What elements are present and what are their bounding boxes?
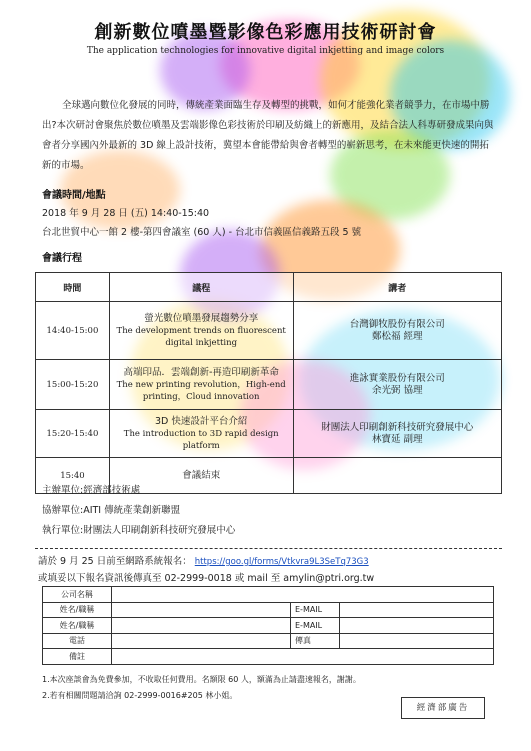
intro-paragraph: 全球邁向數位化發展的同時，傳統產業面臨生存及轉型的挑戰，如何才能強化業者競爭力，在市場中勝出?本次研討會聚焦於數位噴墨及雲端影像色彩技術於印刷及紡織上的新應用，及結合法人科專研發成果向與會者分享國內外最新的 3D 線上設計技術，冀望本會能帶給與會者轉型的嶄新思考，在未來能更快速的開拓新的市場。 <box>42 100 494 171</box>
remarks-field[interactable] <box>112 649 494 665</box>
cut-line-divider <box>35 548 502 549</box>
host-unit: 主辦單位:經濟部技術處 <box>42 485 141 496</box>
topic-zh: 螢光數位噴墨發展趨勢分享 <box>144 312 259 324</box>
schedule-table <box>35 272 502 494</box>
note-free-event: 1.本次座談會為免費參加，不收取任何費用。名額限 60 人，額滿為止請盡速報名，謝謝。 <box>42 675 361 684</box>
remarks-label: 備註 <box>43 649 112 665</box>
row-topic <box>109 302 293 360</box>
meeting-time-heading: 會議時間/地點 <box>42 190 106 201</box>
form-row <box>43 587 494 603</box>
schedule-header-row <box>36 273 502 302</box>
form-row <box>43 602 494 618</box>
topic-en: The development trends on fluorescent digital inkjetting <box>116 325 286 348</box>
name-title-label: 姓名/職稱 <box>43 618 112 634</box>
row-time: 14:40-15:00 <box>36 302 110 360</box>
row-speaker <box>293 302 501 360</box>
header-speaker: 講者 <box>293 273 501 302</box>
topic-zh: 3D 快速設計平台介紹 <box>155 415 248 427</box>
row-topic <box>109 360 293 410</box>
email-label: E-MAIL <box>291 602 340 618</box>
page-subtitle: The application technologies for innovative digital inkjetting and image colors <box>86 46 445 56</box>
co-host-unit: 協辦單位:AITI 傳統產業創新聯盟 <box>42 505 181 516</box>
registration-line <box>38 553 369 567</box>
registration-alt: 或填妥以下報名資訊後傳真至 02-2999-0018 或 mail 至 amylin@ptri.org.tw <box>38 573 375 584</box>
topic-en: The introduction to 3D rapid design platform <box>123 428 279 451</box>
speaker-name: 鄭松福 經理 <box>372 330 423 342</box>
agenda-heading: 會議行程 <box>42 253 82 264</box>
speaker-name: 余光弼 協理 <box>372 384 423 396</box>
speaker-org: 進詠實業股份有限公司 <box>349 372 445 384</box>
row-speaker <box>293 458 501 494</box>
executor-unit: 執行單位:財團法人印刷創新科技研究發展中心 <box>42 525 236 536</box>
name-title-label: 姓名/職稱 <box>43 602 112 618</box>
meeting-date-time: 2018 年 9 月 28 日 (五) 14:40-15:40 <box>42 208 210 219</box>
form-row <box>43 649 494 665</box>
company-label: 公司名稱 <box>43 587 112 603</box>
name-title-field[interactable] <box>112 602 291 618</box>
meeting-location: 台北世貿中心一館 2 樓-第四會議室 (60 人) - 台北市信義區信義路五段 5 號 <box>42 227 362 238</box>
registration-deadline: 請於 9 月 25 日前至網路系統報名： <box>38 556 192 567</box>
email-field[interactable] <box>340 618 494 634</box>
email-field[interactable] <box>340 602 494 618</box>
table-row <box>36 302 502 360</box>
header-time: 時間 <box>36 273 110 302</box>
company-field[interactable] <box>112 587 494 603</box>
name-title-field[interactable] <box>112 618 291 634</box>
fax-label: 傳真 <box>291 633 340 649</box>
speaker-name: 林寶延 副理 <box>372 433 423 445</box>
registration-link[interactable]: https://goo.gl/forms/Vtkvra9L3SeTq73G3 <box>194 557 369 567</box>
registration-form <box>42 586 494 665</box>
note-contact: 2.若有相關問題請洽詢 02-2999-0016#205 林小姐。 <box>42 691 238 700</box>
email-label: E-MAIL <box>291 618 340 634</box>
row-topic <box>109 410 293 458</box>
topic-en: The new printing revolution，High-end printing，Cloud innovation <box>116 379 286 402</box>
phone-label: 電話 <box>43 633 112 649</box>
row-time: 15:20-15:40 <box>36 410 110 458</box>
row-speaker <box>293 410 501 458</box>
speaker-org: 財團法人印刷創新科技研究發展中心 <box>321 421 474 433</box>
row-time: 15:40 <box>36 458 110 494</box>
row-speaker <box>293 360 501 410</box>
topic-zh: 高端印品．雲端創新-再造印刷新革命 <box>123 366 279 378</box>
speaker-org: 台灣御牧股份有限公司 <box>349 318 445 330</box>
advertisement-stamp: 經濟部廣告 <box>401 697 485 719</box>
table-row <box>36 410 502 458</box>
phone-field[interactable] <box>112 633 291 649</box>
page-title: 創新數位噴墨暨影像色彩應用技術研討會 <box>94 22 437 43</box>
header-topic: 議程 <box>109 273 293 302</box>
form-row <box>43 618 494 634</box>
form-row <box>43 633 494 649</box>
topic-zh: 會議結束 <box>182 469 221 481</box>
row-time: 15:00-15:20 <box>36 360 110 410</box>
fax-field[interactable] <box>340 633 494 649</box>
table-row <box>36 360 502 410</box>
